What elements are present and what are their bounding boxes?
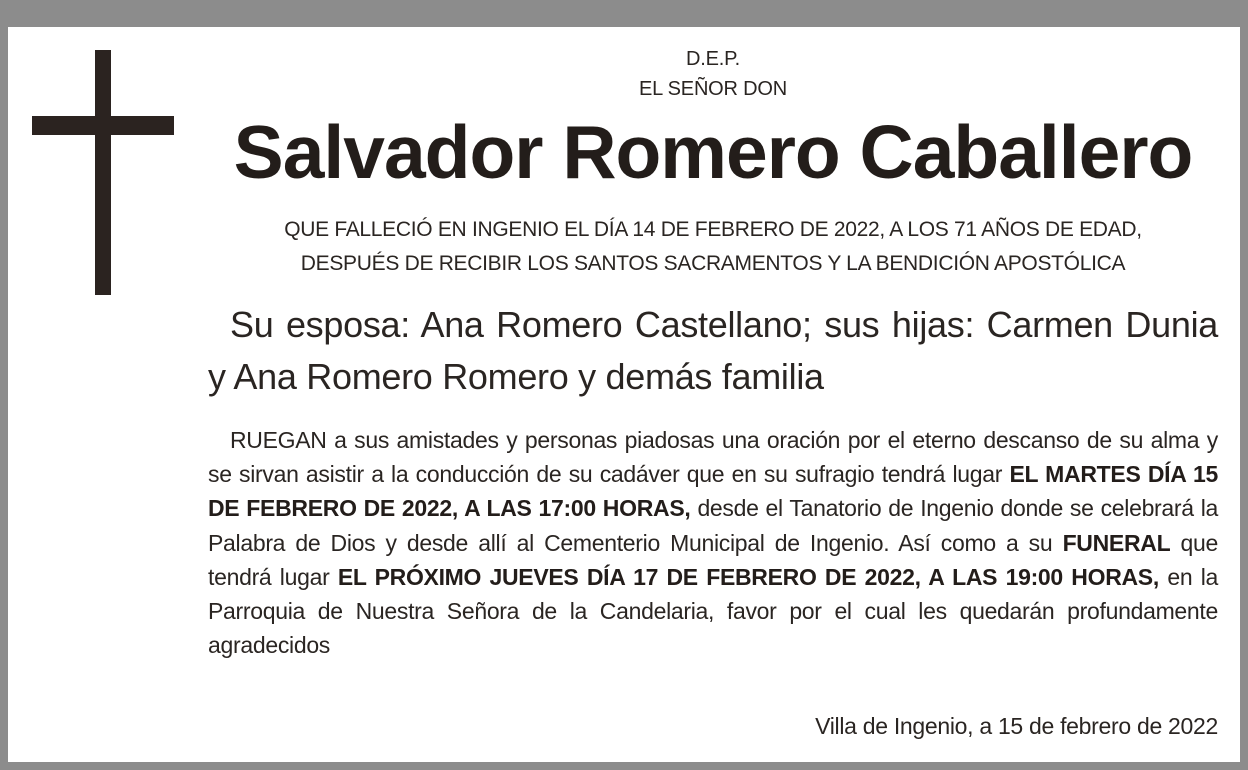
honorific: EL SEÑOR DON: [638, 78, 787, 100]
announcement-text-4: en la Parroquia de Nuestra Señora de la Candelaria, favor por el cual les quedarán profundamente agradecidos: [208, 563, 1219, 659]
funeral-label: FUNERAL: [1062, 529, 1171, 556]
funeral-datetime: EL PRÓXIMO JUEVES DÍA 17 DE FEBRERO DE 2022, A LAS 19:00 HORAS,: [337, 563, 1159, 590]
announcement-text-1: RUEGAN a sus amistades y personas piadosas una oración por el eterno descanso de su alma y se sirvan asistir a la conducción de su cadáver que en su sufragio tendrá lugar: [208, 427, 1218, 488]
death-notice-line-2: DESPUÉS DE RECIBIR LOS SANTOS SACRAMENTOS Y LA BENDICIÓN APOSTÓLICA: [300, 252, 1126, 275]
cross-horizontal-bar: [32, 116, 174, 135]
place-and-date: Villa de Ingenio, a 15 de febrero de 2022: [815, 713, 1218, 739]
announcement-text-3: que tendrá lugar: [208, 529, 1219, 590]
cross-vertical-bar: [95, 50, 111, 295]
dep-abbreviation: D.E.P.: [685, 48, 740, 70]
conduction-datetime: EL MARTES DÍA 15 DE FEBRERO DE 2022, A LAS 17:00 HORAS,: [208, 461, 1219, 522]
obituary-card: [8, 27, 1240, 762]
funeral-announcement: [208, 423, 1218, 662]
deceased-name: Salvador Romero Caballero: [233, 110, 1193, 194]
announcement-text-2: desde el Tanatorio de Ingenio donde se celebrará la Palabra de Dios y desde allí al Cementerio Municipal de Ingenio. Así como a su: [208, 495, 1219, 556]
family-members: Su esposa: Ana Romero Castellano; sus hijas: Carmen Dunia y Ana Romero Romero y demás familia: [208, 304, 1218, 397]
death-notice-line-1: QUE FALLECIÓ EN INGENIO EL DÍA 14 DE FEBRERO DE 2022, A LOS 71 AÑOS DE EDAD,: [284, 218, 1142, 241]
